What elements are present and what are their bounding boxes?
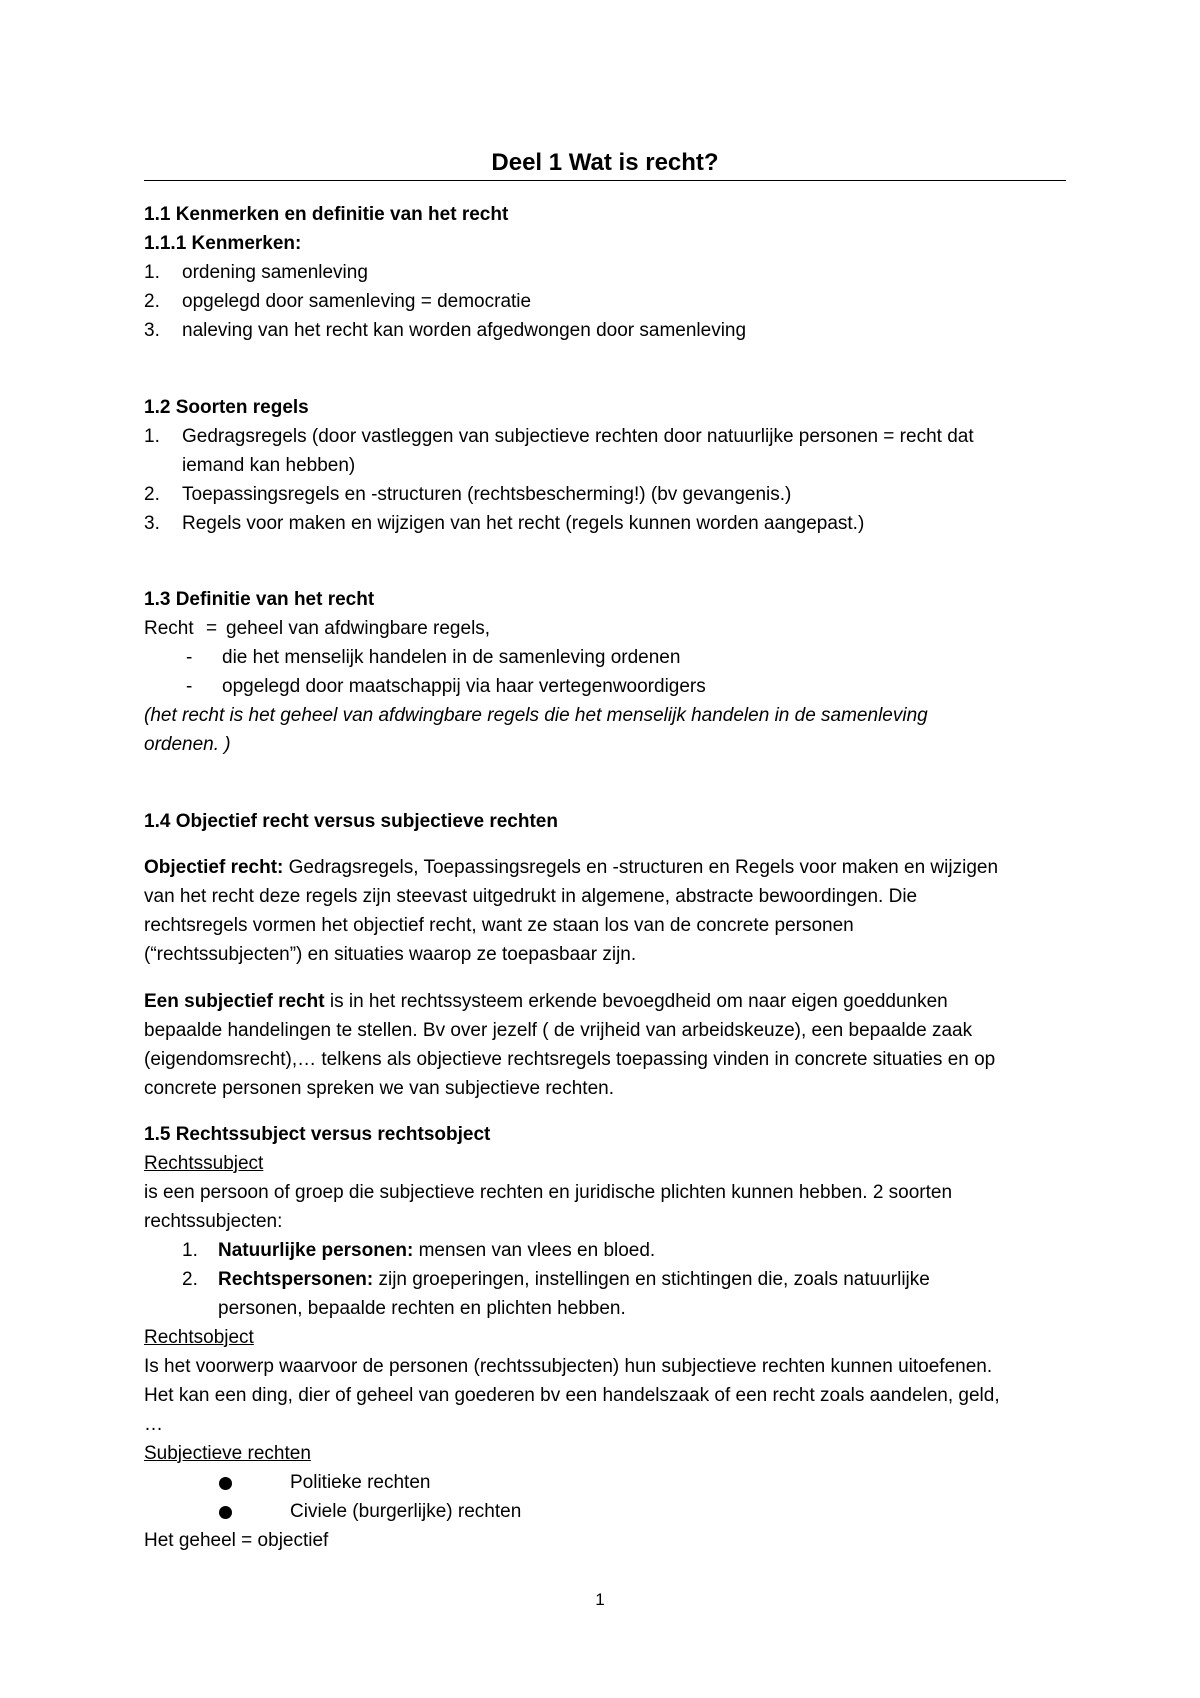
list-item	[218, 1268, 930, 1292]
paragraph-line: van het recht deze regels zijn steevast uitgedrukt in algemene, abstracte bewoordingen. Die	[144, 886, 918, 907]
section-1-5-heading: 1.5 Rechtssubject versus rechtsobject	[144, 1124, 491, 1145]
paragraph-line: Is het voorwerp waarvoor de personen (rechtssubjecten) hun subjectieve rechten kunnen uitoefenen.	[144, 1356, 993, 1377]
subsection-label-rechtsobject: Rechtsobject	[144, 1327, 254, 1348]
list-item: ordening samenleving	[182, 262, 368, 283]
list-item-continuation: personen, bepaalde rechten en plichten hebben.	[218, 1298, 626, 1319]
paragraph-line	[144, 856, 998, 880]
list-item: Regels voor maken en wijzigen van het recht (regels kunnen worden aangepast.)	[182, 513, 865, 534]
bullet-icon	[219, 1506, 232, 1519]
term-bold: Objectief recht:	[144, 857, 284, 878]
list-item-continuation: iemand kan hebben)	[182, 455, 356, 476]
dash-marker: -	[186, 676, 193, 697]
dash-marker: -	[186, 647, 193, 668]
list-number: 1.	[144, 262, 160, 283]
paragraph-text: is in het rechtssysteem erkende bevoegdheid om naar eigen goeddunken	[324, 991, 948, 1012]
term-bold: Natuurlijke personen:	[218, 1240, 414, 1261]
list-number: 3.	[144, 513, 160, 534]
paragraph-line: is een persoon of groep die subjectieve rechten en juridische plichten kunnen hebben. 2 soorten	[144, 1182, 953, 1203]
paragraph-line: rechtsregels vormen het objectief recht, want ze staan los van de concrete personen	[144, 915, 854, 936]
list-item	[218, 1239, 655, 1263]
list-number: 1.	[144, 426, 160, 447]
subsection-label-subjectieve-rechten: Subjectieve rechten	[144, 1443, 311, 1464]
bullet-icon	[219, 1477, 232, 1490]
paragraph-line: concrete personen spreken we van subjectieve rechten.	[144, 1078, 614, 1099]
definition-equals: =	[206, 618, 218, 639]
paragraph-text: Gedragsregels, Toepassingsregels en -structuren en Regels voor maken en wijzigen	[283, 857, 999, 878]
section-1-1-heading: 1.1 Kenmerken en definitie van het recht	[144, 204, 509, 225]
list-item: Gedragsregels (door vastleggen van subjectieve rechten door natuurlijke personen = recht dat	[182, 426, 974, 447]
paragraph-line: Het kan een ding, dier of geheel van goederen bv een handelszaak of een recht zoals aandelen, geld,	[144, 1385, 1000, 1406]
paragraph-line: (eigendomsrecht),… telkens als objectieve rechtsregels toepassing vinden in concrete situaties en op	[144, 1049, 996, 1070]
list-item: opgelegd door samenleving = democratie	[182, 291, 532, 312]
title-underline	[144, 180, 1066, 181]
bullet-item: Politieke rechten	[290, 1472, 431, 1493]
list-item-text: mensen van vlees en bloed.	[413, 1240, 656, 1261]
definition-term: Recht	[144, 618, 194, 639]
paragraph-line: …	[144, 1414, 163, 1435]
list-number: 1.	[182, 1240, 198, 1261]
paragraph-line: (“rechtssubjecten”) en situaties waarop ze toepasbaar zijn.	[144, 944, 637, 965]
paragraph-line	[144, 990, 948, 1014]
italic-note: ordenen. )	[144, 734, 231, 755]
italic-note: (het recht is het geheel van afdwingbare regels die het menselijk handelen in de samenleving	[144, 705, 928, 726]
list-number: 3.	[144, 320, 160, 341]
section-1-4-heading: 1.4 Objectief recht versus subjectieve rechten	[144, 811, 558, 832]
list-number: 2.	[144, 291, 160, 312]
paragraph-line: rechtssubjecten:	[144, 1211, 283, 1232]
dash-item: opgelegd door maatschappij via haar vertegenwoordigers	[222, 676, 706, 697]
section-1-3-heading: 1.3 Definitie van het recht	[144, 589, 375, 610]
bullet-item: Civiele (burgerlijke) rechten	[290, 1501, 522, 1522]
section-1-1-1-heading: 1.1.1 Kenmerken:	[144, 233, 302, 254]
paragraph-line: bepaalde handelingen te stellen. Bv over jezelf ( de vrijheid van arbeidskeuze), een bepaalde zaak	[144, 1020, 973, 1041]
term-bold: Rechtspersonen:	[218, 1269, 374, 1290]
list-number: 2.	[144, 484, 160, 505]
list-item-text: zijn groeperingen, instellingen en stichtingen die, zoals natuurlijke	[373, 1269, 930, 1290]
list-item: naleving van het recht kan worden afgedwongen door samenleving	[182, 320, 747, 341]
page-title: Deel 1 Wat is recht?	[491, 149, 719, 176]
paragraph-line: Het geheel = objectief	[144, 1530, 329, 1551]
definition-text: geheel van afdwingbare regels,	[226, 618, 491, 639]
term-bold: Een subjectief recht	[144, 991, 325, 1012]
dash-item: die het menselijk handelen in de samenleving ordenen	[222, 647, 681, 668]
subsection-label-rechtssubject: Rechtssubject	[144, 1153, 264, 1174]
list-number: 2.	[182, 1269, 198, 1290]
list-item: Toepassingsregels en -structuren (rechtsbescherming!) (bv gevangenis.)	[182, 484, 792, 505]
page-number: 1	[595, 1590, 605, 1609]
section-1-2-heading: 1.2 Soorten regels	[144, 397, 309, 418]
